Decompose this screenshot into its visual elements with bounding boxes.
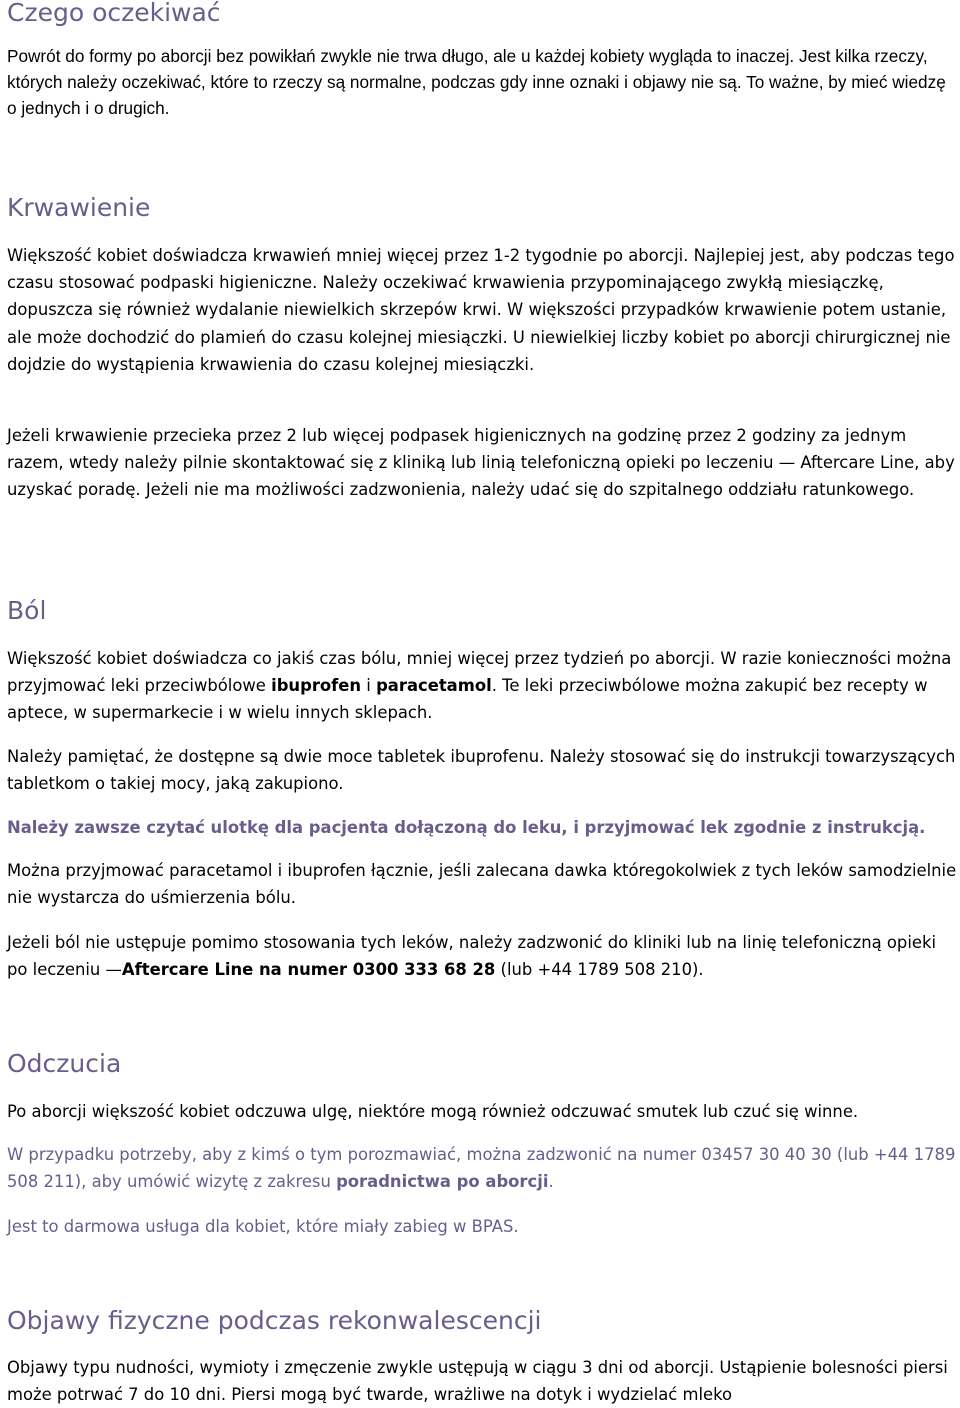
paragraph-pain-1-text-c: i <box>361 676 377 696</box>
paragraph-bleeding-2: Jeżeli krwawienie przecieka przez 2 lub więcej podpasek higienicznych na godzinę przez 2 godziny za jednym razem, wtedy należy pilnie skontaktować się z kliniką lub linią telefoniczną opieki po leczeniu — Aftercare Line, aby uzyskać poradę. Jeżeli nie ma możliwości zadzwonienia, należy udać się do szpitalnego oddziału ratunkowego. <box>7 426 955 500</box>
paragraph-what-to-expect: Powrót do formy po aborcji bez powikłań zwykle nie trwa długo, ale u każdej kobiety wygląda to inaczej. Jest kilka rzeczy, których należy oczekiwać, które to rzeczy są normalne, podczas gdy inne oznaki i objawy nie są. To ważne, by mieć wiedzę o jednych i o drugich. <box>7 46 946 118</box>
paragraph-physical-symptoms: Objawy typu nudności, wymioty i zmęczenie zwykle ustępują w ciągu 3 dni od aborcji. Ustąpienie bolesności piersi może potrwać 7 do 10 dni. Piersi mogą być twarde, wrażliwe na dotyk i wydzielać mleko <box>7 1358 948 1405</box>
paragraph-feelings-1: Po aborcji większość kobiet odczuwa ulgę, niektóre mogą również odczuwać smutek lub czuć się winne. <box>7 1102 859 1121</box>
paragraph-pain-1 <box>7 645 957 727</box>
paragraph-pain-4: Można przyjmować paracetamol i ibuprofen łącznie, jeśli zalecana dawka któregokolwiek z tych leków samodzielnie nie wystarcza do uśmierzenia bólu. <box>7 861 957 908</box>
paragraph-feelings-2 <box>7 1141 957 1195</box>
paragraph-pain-5-text-a: Jeżeli ból nie ustępuje pomimo stosowania tych leków, należy zadzwonić do kliniki lub na linię telefoniczną opieki po leczeniu — <box>7 933 937 980</box>
heading-what-to-expect: Czego oczekiwać <box>7 0 221 27</box>
paragraph-feelings-2-text-c: . <box>548 1172 554 1192</box>
counselling-link[interactable]: poradnictwa po aborcji <box>336 1172 549 1192</box>
heading-feelings: Odczucia <box>7 1049 122 1078</box>
paragraph-feelings-3: Jest to darmowa usługa dla kobiet, które miały zabieg w BPAS. <box>7 1217 519 1236</box>
heading-pain: Ból <box>7 596 47 625</box>
paragraph-pain-5 <box>7 929 957 983</box>
heading-bleeding: Krwawienie <box>7 193 151 222</box>
paracetamol-emphasis: paracetamol <box>376 676 492 696</box>
aftercare-line-number: Aftercare Line na numer 0300 333 68 28 <box>121 960 496 980</box>
paragraph-pain-2: Należy pamiętać, że dostępne są dwie moce tabletek ibuprofenu. Należy stosować się do instrukcji towarzyszących tabletkom o takiej mocy, jaką zakupiono. <box>7 747 956 794</box>
leaflet-notice: Należy zawsze czytać ulotkę dla pacjenta dołączoną do leku, i przyjmować lek zgodnie z instrukcją. <box>7 818 926 837</box>
heading-physical-symptoms: Objawy fizyczne podczas rekonwalescencji <box>7 1306 542 1335</box>
paragraph-pain-5-text-c: (lub +44 1789 508 210). <box>495 960 704 980</box>
paragraph-feelings-2-text-a: W przypadku potrzeby, aby z kimś o tym porozmawiać, można zadzwonić na numer 03457 30 40 30 (lub +44 1789 508 211), aby umówić wizytę z zakresu <box>7 1145 956 1192</box>
paragraph-pain-1-text-d: . Te leki przeciwbólowe można zakupić bez recepty w aptece, w supermarkecie i w wielu innych sklepach. <box>7 676 928 723</box>
paragraph-pain-1-text-a: Większość kobiet doświadcza co jakiś czas bólu, mniej więcej przez tydzień po aborcji. W razie konieczności można przyjmować leki przeciwbólowe <box>7 649 952 696</box>
ibuprofen-emphasis: ibuprofen <box>271 676 362 696</box>
paragraph-bleeding-1: Większość kobiet doświadcza krwawień mniej więcej przez 1-2 tygodnie po aborcji. Najlepiej jest, aby podczas tego czasu stosować podpaski higieniczne. Należy oczekiwać krwawienia przypominającego zwykłą miesiączkę, dopuszcza się również wydalanie niewielkich skrzepów krwi. W większości przypadków krwawienie potem ustanie, ale może dochodzić do plamień do czasu kolejnej miesiączki. U niewielkiej liczby kobiet po aborcji chirurgicznej nie dojdzie do wystąpienia krwawienia do czasu kolejnej miesiączki. <box>7 246 955 374</box>
